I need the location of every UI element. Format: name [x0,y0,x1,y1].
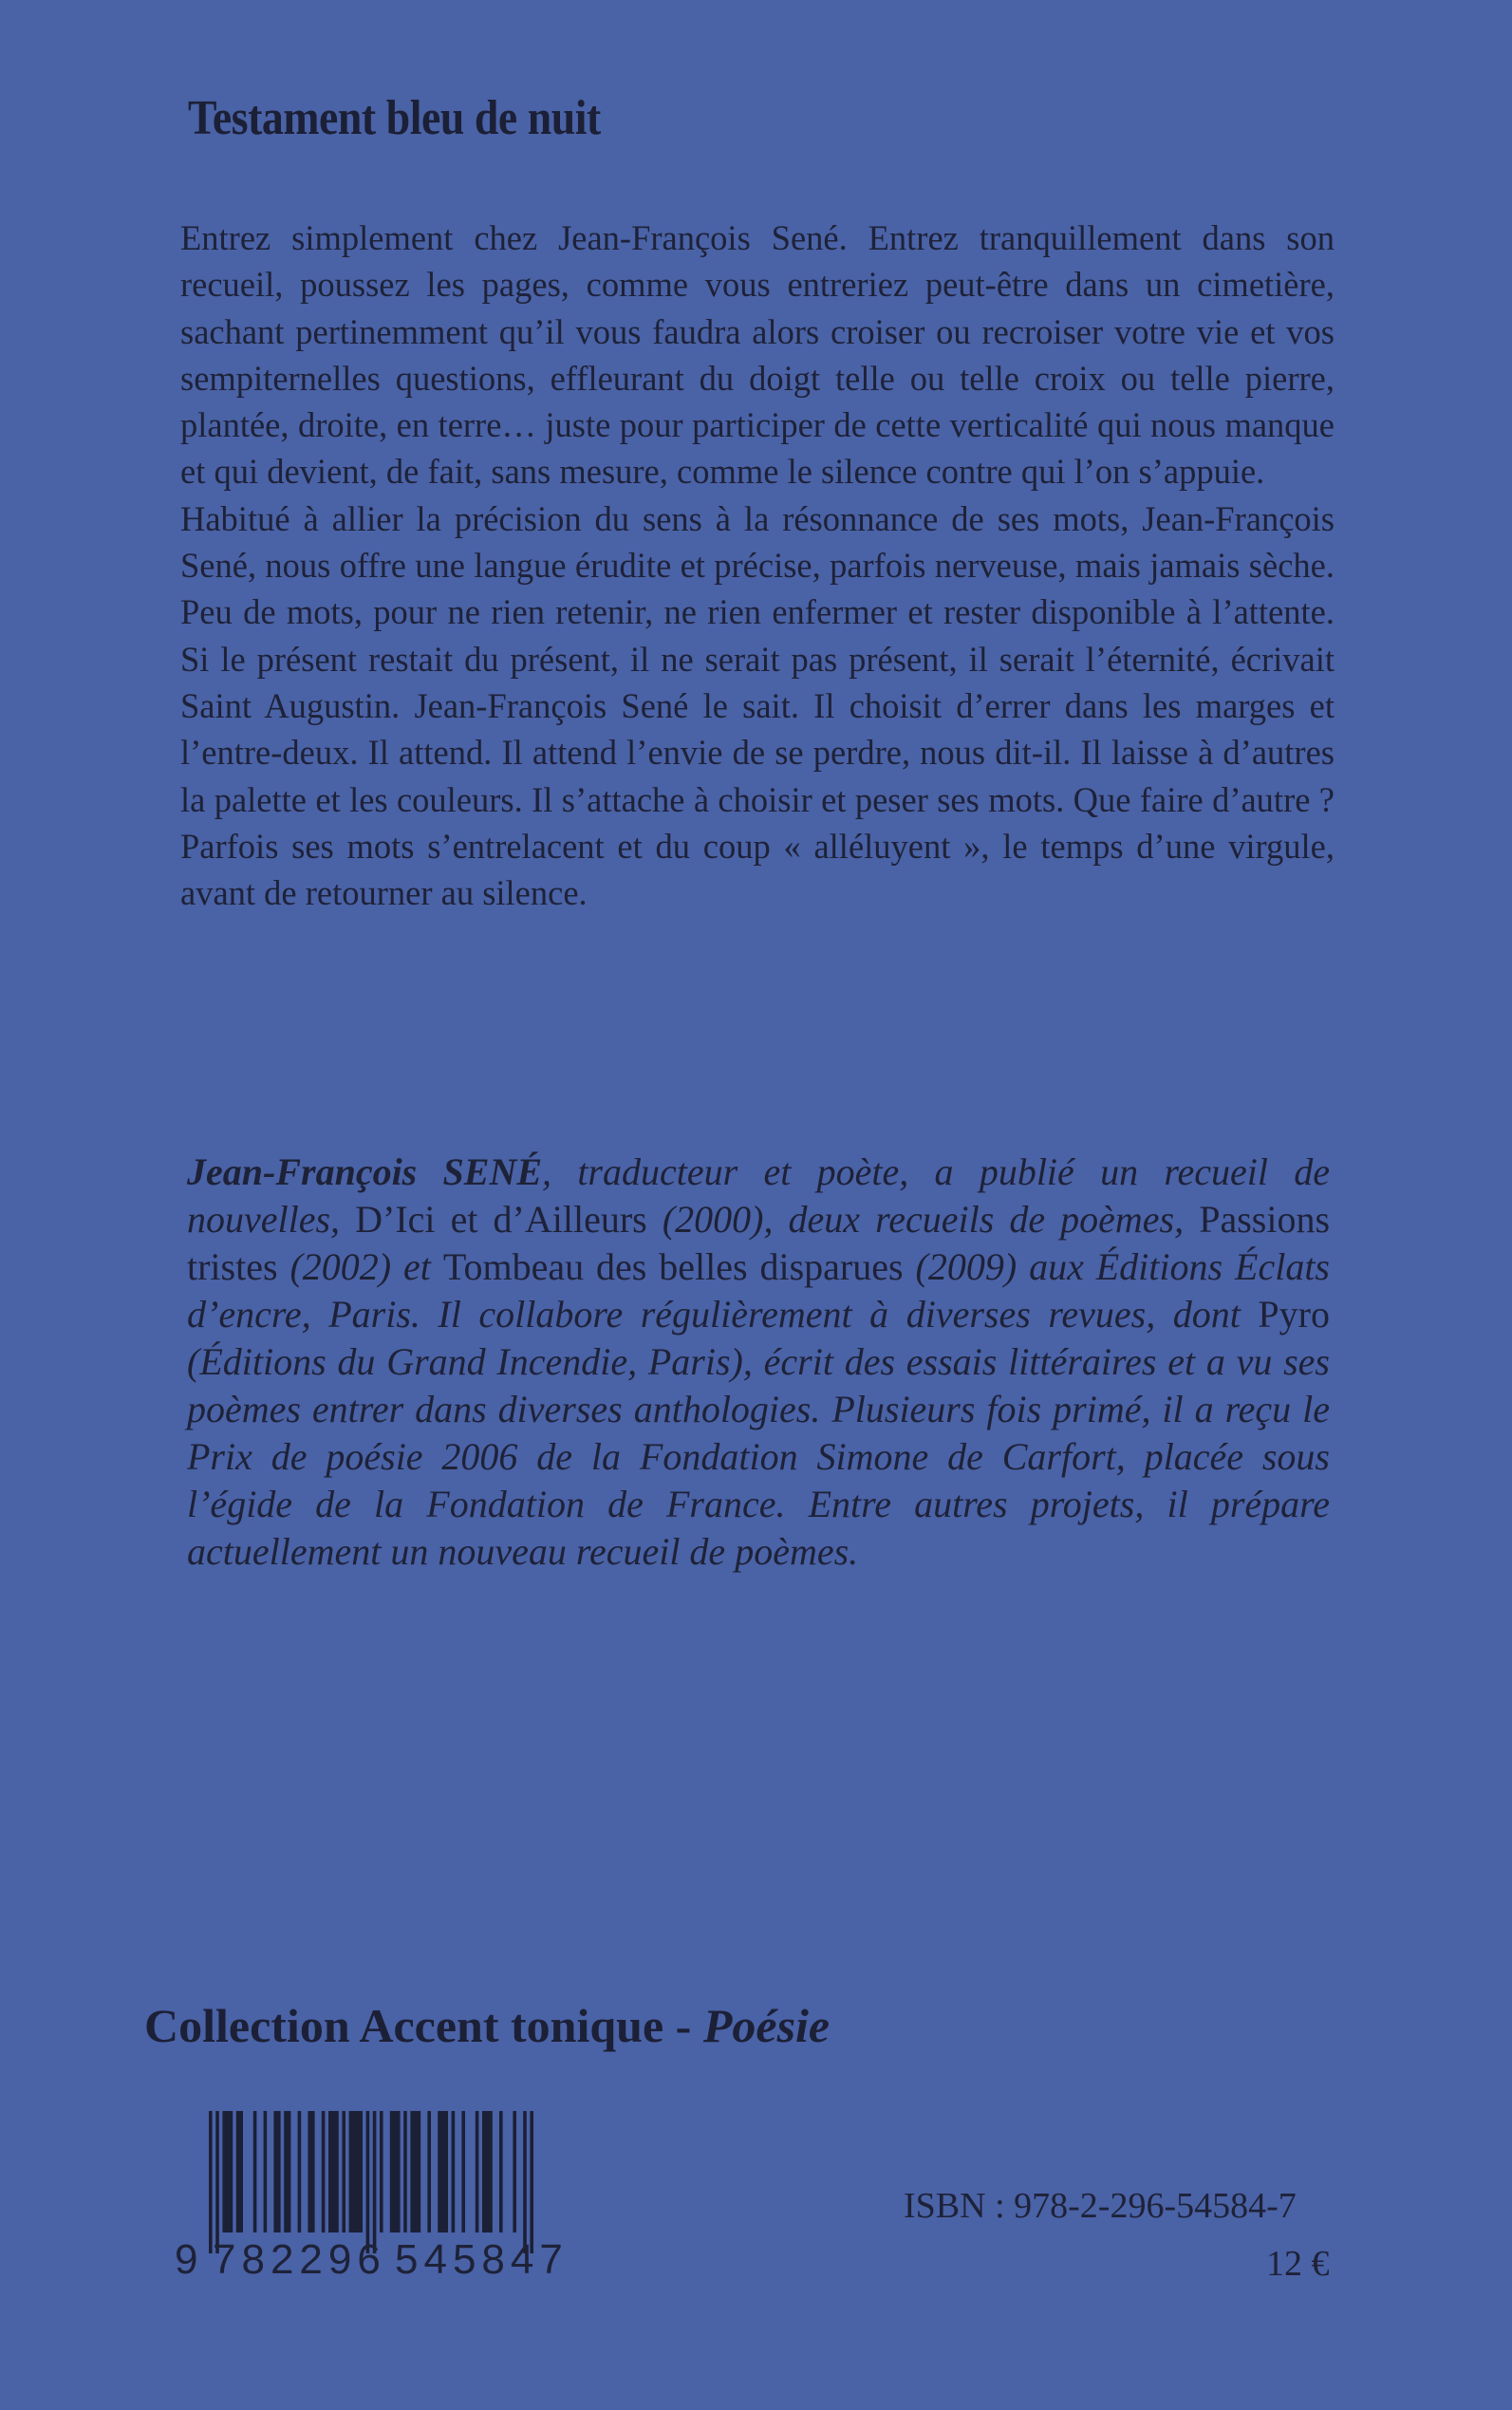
barcode-bar [403,2111,407,2233]
barcode-bar [427,2111,431,2233]
barcode-bar [438,2111,448,2233]
barcode-bar [482,2111,493,2233]
summary-paragraph-2: Habitué à allier la précision du sens à la résonnance de ses mots, Jean-François Sené, nous offre une langue érudite et précise, parfois nerveuse, mais jamais sèche. Peu de mots, pour ne rien retenir, ne rien enfermer et rester disponible à l’attente. Si le présent restait du présent, il ne serait pas présent, il serait l’éternité, écrivait Saint Augustin. Jean-François Sené le sait. Il choisit d’errer dans les marges et l’entre-deux. Il attend. Il attend l’envie de se perdre, nous dit-il. Il laisse à d’autres la palette et les couleurs. Il s’attache à choisir et peser ses mots. Que faire d’autre ? Parfois ses mots s’entrelacent et du coup « alléluyent », le temps d’une virgule, avant de retourner au silence. [180,498,1335,913]
summary-text [180,215,1335,916]
bio-work-2: Passions tristes [187,1198,1331,1288]
summary-paragraph-1: Entrez simplement chez Jean-François Sené. Entrez tranquillement dans son recueil, poussez les pages, comme vous entreriez peut-être dans un cimetière, sachant pertinemment qu’il vous faudra alors croiser ou recroiser votre vie et vos sempiternelles questions, effleurant du doigt telle ou telle croix ou telle pierre, plantée, droite, en terre… juste pour participer de cette verticalité qui nous manque et qui devient, de fait, sans mesure, comme le silence contre qui l’on s’appuie. [180,218,1335,492]
bio-text-2: (2000), deux recueils de poèmes, [646,1198,1200,1241]
barcode-bar [322,2111,326,2233]
barcode-bar [328,2111,339,2233]
bio-work-3: Tombeau des belles disparues [442,1245,904,1288]
barcode-bar [253,2111,257,2233]
barcode [175,2111,588,2288]
barcode-bar [452,2111,456,2233]
bio-text-1: , traducteur et poète, a publié un recueil de nouvelles, [187,1150,1330,1241]
book-title: Testament bleu de nuit [188,91,601,145]
barcode-bar [461,2111,465,2233]
barcode-bar [390,2111,401,2233]
collection-name: Collection Accent tonique - [144,1999,703,2052]
collection-label [144,1998,830,2053]
bio-text-3: (2002) et [277,1245,443,1288]
author-bio [187,1149,1330,1576]
bio-text-5: (Éditions du Grand Incendie, Paris), écrit des essais littéraires et a vu ses poèmes entrer dans diverses anthologies. Plusieurs fois primé, il a reçu le Prix de poésie 2006 de la Fondation Simone de Carfort, placée sous l’égide de la Fondation de France. Entre autres projets, il prépare actuellement un nouveau recueil de poèmes. [187,1340,1330,1573]
barcode-bar [284,2111,290,2233]
barcode-bar [476,2111,479,2233]
barcode-bar [298,2111,302,2233]
barcode-bar [499,2111,503,2233]
barcode-bar [349,2111,363,2233]
barcode-left-group: 782296 [213,2236,386,2283]
barcode-bar [308,2111,314,2233]
barcode-bar [410,2111,420,2233]
collection-genre: Poésie [702,1999,831,2052]
isbn: ISBN : 978-2-296-54584-7 [904,2186,1297,2226]
bio-work-4: Pyro [1258,1293,1330,1336]
barcode-right-group: 545847 [395,2236,569,2283]
bio-text-4: (2009) aux Éditions Éclats d’encre, Paris. Il collabore régulièrement à diverses revues, dont [187,1245,1330,1336]
barcode-bar [273,2111,280,2233]
barcode-bar [222,2111,233,2233]
barcode-first-digit: 9 [175,2236,198,2283]
barcode-digits [175,2233,588,2288]
barcode-bar [342,2111,345,2233]
bio-work-1: D’Ici et d’Ailleurs [355,1198,647,1241]
barcode-bar [380,2111,383,2233]
author-name: Jean-François SENÉ [187,1150,543,1193]
price: 12 € [1266,2244,1330,2284]
barcode-bar [513,2111,516,2233]
barcode-bar [264,2111,268,2233]
barcode-bar [236,2111,243,2233]
